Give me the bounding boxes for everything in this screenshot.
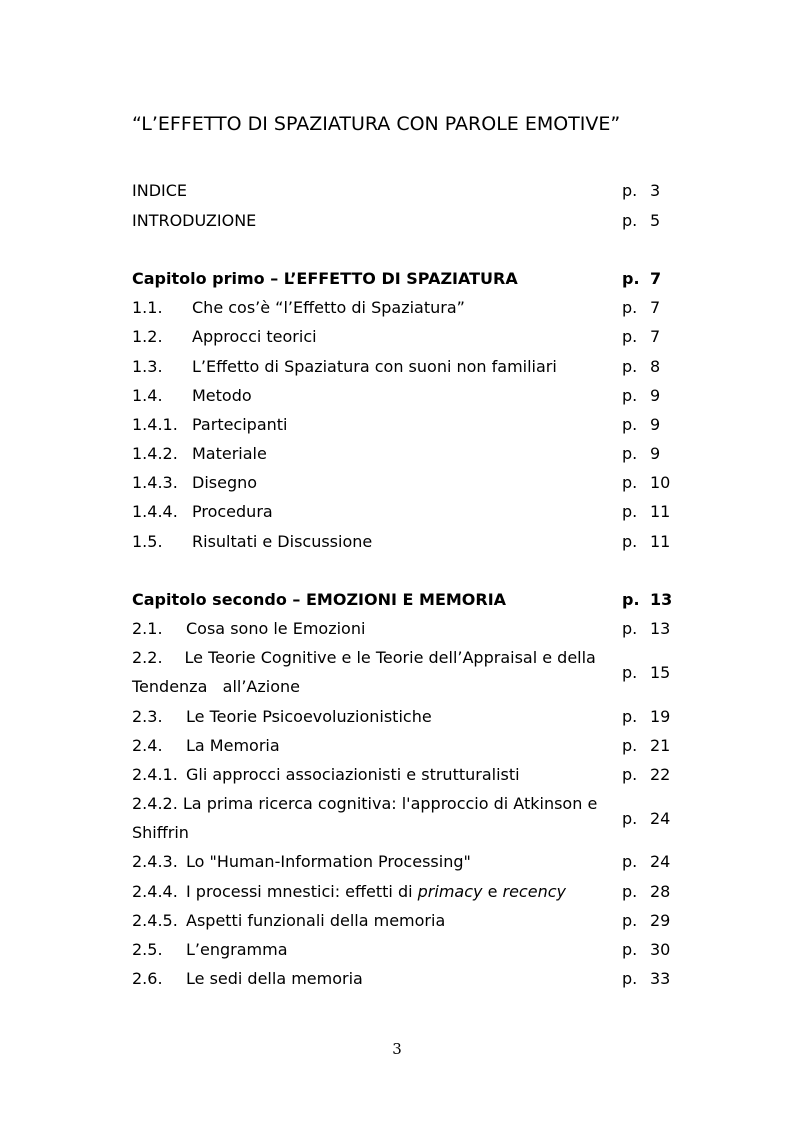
- toc-label: Risultati e Discussione: [192, 532, 373, 551]
- toc-number: 1.5.: [132, 532, 163, 551]
- toc-page-prefix: p.: [622, 444, 638, 463]
- toc-number: 1.4.3.: [132, 473, 178, 492]
- toc-page-number: 29: [650, 911, 671, 930]
- toc-page-number: 7: [650, 298, 661, 317]
- toc-number: 2.5.: [132, 940, 163, 959]
- toc-page-prefix: p.: [622, 327, 638, 346]
- toc-page-number: 7: [650, 327, 661, 346]
- toc-page-number: 28: [650, 882, 671, 901]
- toc-label: Approcci teorici: [192, 327, 317, 346]
- toc-page-prefix: p.: [622, 809, 638, 828]
- toc-wrapped-text: [132, 789, 610, 847]
- toc-page-prefix: p.: [622, 211, 638, 230]
- toc-page-prefix: p.: [622, 590, 640, 609]
- toc-number: 2.4.2.: [132, 794, 178, 813]
- toc-page-prefix: p.: [622, 911, 638, 930]
- toc-label: La prima ricerca cognitiva: l'approccio di Atkinson e Shiffrin: [132, 794, 598, 842]
- toc-page-prefix: p.: [622, 736, 638, 755]
- toc-label: Procedura: [192, 502, 273, 521]
- toc-number: 1.3.: [132, 357, 163, 376]
- toc-page-prefix: p.: [622, 357, 638, 376]
- toc-page-number: 33: [650, 969, 671, 988]
- toc-page-prefix: p.: [622, 415, 638, 434]
- toc-number: 2.4.3.: [132, 852, 178, 871]
- toc-label: INDICE: [132, 181, 188, 200]
- toc-number: 2.6.: [132, 969, 163, 988]
- toc-page-prefix: p.: [622, 969, 638, 988]
- toc-label-italic: primacy: [417, 882, 483, 901]
- toc-page-prefix: p.: [622, 298, 638, 317]
- toc-page-prefix: p.: [622, 386, 638, 405]
- toc-page-prefix: p.: [622, 765, 638, 784]
- toc-label-italic: recency: [502, 882, 566, 901]
- toc-label: Cosa sono le Emozioni: [186, 619, 366, 638]
- toc-chapter-label: Capitolo secondo – EMOZIONI E MEMORIA: [132, 590, 507, 609]
- toc-number: 2.4.1.: [132, 765, 178, 784]
- toc-entry-wrapped[interactable]: [132, 789, 672, 847]
- toc-page-number: 5: [650, 211, 661, 230]
- toc-page-number: 3: [650, 181, 661, 200]
- toc-page-number: 13: [650, 590, 673, 609]
- toc-page-prefix: p.: [622, 532, 638, 551]
- toc-page-number: 9: [650, 415, 661, 434]
- toc-label: L’Effetto di Spaziatura con suoni non familiari: [192, 357, 557, 376]
- page-number-footer: 3: [392, 1040, 402, 1058]
- toc-label: Le sedi della memoria: [186, 969, 363, 988]
- toc-label: L’engramma: [186, 940, 288, 959]
- toc-label-part: e: [482, 882, 503, 901]
- toc-page-number: 24: [650, 809, 671, 828]
- toc-page-number: 8: [650, 357, 661, 376]
- toc-page-prefix: p.: [622, 502, 638, 521]
- toc-page-number: 11: [650, 532, 671, 551]
- toc-label: Gli approcci associazionisti e strutturalisti: [186, 765, 520, 784]
- toc-page-prefix: p.: [622, 181, 638, 200]
- toc-label: Disegno: [192, 473, 258, 492]
- toc-page-prefix: p.: [622, 882, 638, 901]
- toc-page-prefix: p.: [622, 473, 638, 492]
- toc-label: La Memoria: [186, 736, 280, 755]
- toc-number: 1.2.: [132, 327, 163, 346]
- toc-page-number: 24: [650, 852, 671, 871]
- toc-number: 1.1.: [132, 298, 163, 317]
- toc-label-part: I processi mnestici: effetti di: [186, 882, 418, 901]
- toc-page-prefix: p.: [622, 852, 638, 871]
- toc-page-number: 22: [650, 765, 671, 784]
- toc-page-number: 21: [650, 736, 671, 755]
- toc-page-prefix: p.: [622, 940, 638, 959]
- toc-label: Aspetti funzionali della memoria: [186, 911, 446, 930]
- toc-label: Che cos’è “l’Effetto di Spaziatura”: [192, 298, 465, 317]
- toc-page-number: 13: [650, 619, 671, 638]
- toc-chapter-label: Capitolo primo – L’EFFETTO DI SPAZIATURA: [132, 269, 518, 288]
- toc-page-prefix: p.: [622, 663, 638, 682]
- toc-label: [186, 877, 566, 906]
- toc-page-prefix: p.: [622, 269, 640, 288]
- toc-page-number: 15: [650, 663, 671, 682]
- toc-number: 1.4.4.: [132, 502, 178, 521]
- toc-number: 2.1.: [132, 619, 163, 638]
- toc-page-number: 10: [650, 473, 671, 492]
- toc-number: 2.4.5.: [132, 911, 178, 930]
- toc-page-number: 30: [650, 940, 671, 959]
- toc-label: Metodo: [192, 386, 252, 405]
- toc-number: 2.4.4.: [132, 882, 178, 901]
- toc-page-number: 19: [650, 707, 671, 726]
- toc-page-prefix: p.: [622, 707, 638, 726]
- toc-label: Lo "Human-Information Processing": [186, 852, 471, 871]
- toc-number: 2.2.: [132, 648, 163, 667]
- toc-number: 1.4.1.: [132, 415, 178, 434]
- toc-label: Materiale: [192, 444, 267, 463]
- toc-page-number: 7: [650, 269, 662, 288]
- toc-page-number: 9: [650, 386, 661, 405]
- toc-number: 1.4.2.: [132, 444, 178, 463]
- toc-number: 2.3.: [132, 707, 163, 726]
- toc-label: INTRODUZIONE: [132, 211, 257, 230]
- toc-page-number: 9: [650, 444, 661, 463]
- toc-page-number: 11: [650, 502, 671, 521]
- toc-label: Partecipanti: [192, 415, 288, 434]
- toc-entry-wrapped[interactable]: [132, 643, 672, 701]
- toc-number: 1.4.: [132, 386, 163, 405]
- toc-label: Le Teorie Cognitive e le Teorie dell’Appraisal e della Tendenza all’Azione: [132, 648, 601, 696]
- toc-label: Le Teorie Psicoevoluzionistiche: [186, 707, 432, 726]
- toc-number: 2.4.: [132, 736, 163, 755]
- document-title: “L’EFFETTO DI SPAZIATURA CON PAROLE EMOTIVE”: [132, 113, 621, 135]
- toc-page-prefix: p.: [622, 619, 638, 638]
- toc-wrapped-text: [132, 643, 610, 701]
